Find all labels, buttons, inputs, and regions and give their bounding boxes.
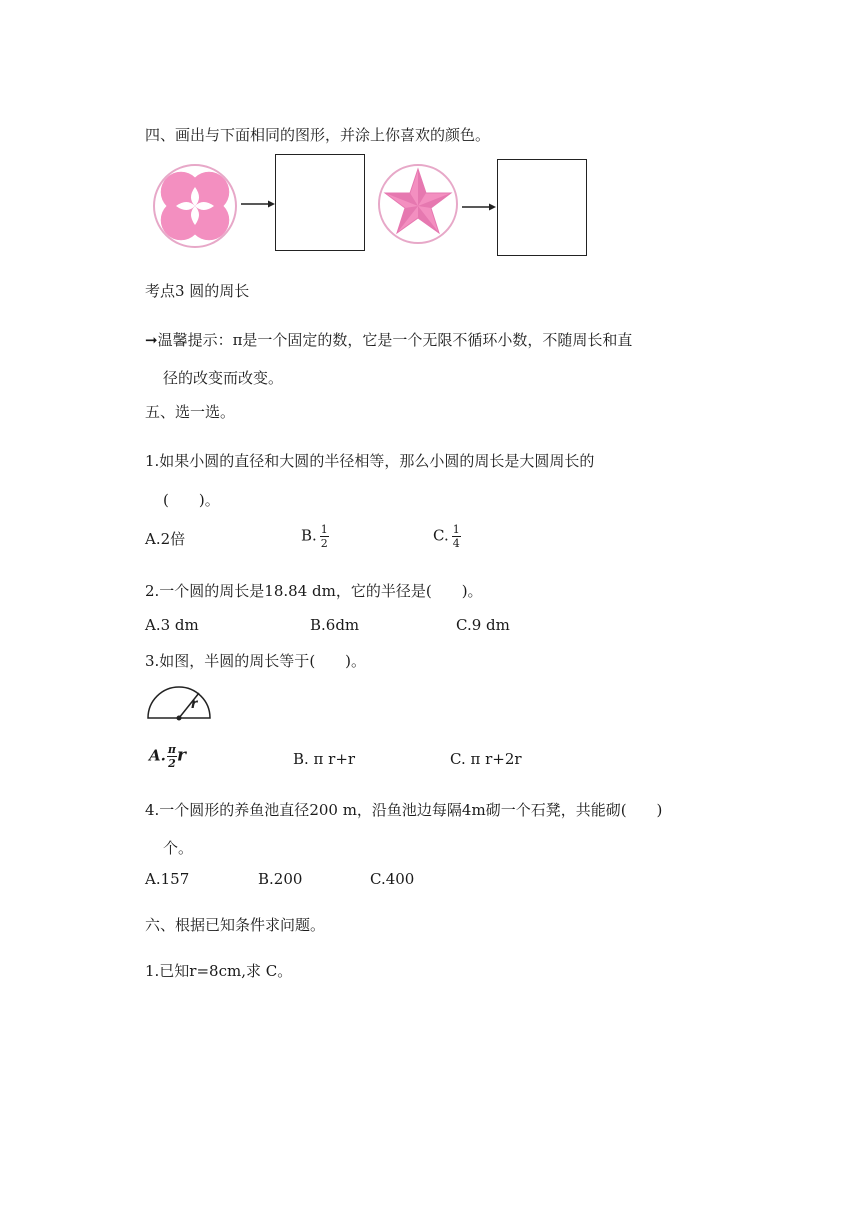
q3-option-c: C. π r+2r (450, 750, 522, 768)
fraction (167, 744, 177, 769)
semicircle-figure (146, 683, 212, 720)
q3-option-a-prefix: A. (149, 746, 166, 765)
arrow-icon (241, 199, 275, 209)
drawing-box-1 (275, 154, 365, 251)
fraction-numerator: 1 (452, 523, 460, 536)
drawing-box-2 (497, 159, 587, 256)
q2-option-c: C.9 dm (456, 616, 510, 634)
section-5-title: 五、选一选。 (145, 403, 236, 421)
q2-stem: 2.一个圆的周长是18.84 dm，它的半径是( )。 (145, 582, 483, 600)
q1-option-c-prefix: C. (433, 526, 449, 545)
fraction (320, 524, 329, 549)
q4-option-b: B.200 (258, 870, 303, 888)
q2-option-b: B.6dm (310, 616, 360, 634)
fraction-numerator: 1 (320, 523, 328, 536)
q3-option-a-var: r (176, 745, 186, 766)
q2-option-a: A.3 dm (145, 616, 199, 634)
section-6-title: 六、根据已知条件求问题。 (145, 916, 326, 934)
fraction-denominator: 2 (168, 757, 176, 770)
tip-line-2: 径的改变而改变。 (163, 369, 284, 387)
q1-option-a: A.2倍 (145, 530, 186, 548)
q4-stem-line-2: 个。 (163, 839, 194, 857)
arrow-icon (462, 202, 496, 212)
q1-stem-line-2: ( )。 (163, 491, 220, 509)
petal-circle-figure (152, 163, 238, 249)
star-circle-figure (377, 163, 459, 245)
radius-label: r (191, 697, 198, 712)
q3-option-b: B. π r+r (293, 750, 356, 768)
q1-option-b (301, 524, 329, 549)
q3-stem: 3.如图，半圆的周长等于( )。 (145, 652, 367, 670)
q1-stem-line-1: 1.如果小圆的直径和大圆的半径相等，那么小圆的周长是大圆周长的 (145, 452, 595, 470)
section-6-q1: 1.已知r=8cm,求 C。 (145, 962, 293, 980)
q3-option-a (149, 744, 186, 769)
kaodian-title: 考点3 圆的周长 (145, 282, 250, 300)
tip-line-1: ➞温馨提示：π是一个固定的数，它是一个无限不循环小数，不随周长和直 (145, 331, 633, 349)
fraction-numerator: π (167, 743, 176, 756)
fraction-denominator: 4 (452, 537, 460, 550)
q4-stem-line-1: 4.一个圆形的养鱼池直径200 m，沿鱼池边每隔4m砌一个石凳，共能砌( ) (145, 801, 663, 819)
fraction-denominator: 2 (320, 537, 328, 550)
section-4-title: 四、画出与下面相同的图形，并涂上你喜欢的颜色。 (145, 126, 491, 144)
q4-option-a: A.157 (145, 870, 190, 888)
q1-option-b-prefix: B. (301, 526, 317, 545)
q1-option-c (433, 524, 461, 549)
fraction (452, 524, 461, 549)
q4-option-c: C.400 (370, 870, 415, 888)
